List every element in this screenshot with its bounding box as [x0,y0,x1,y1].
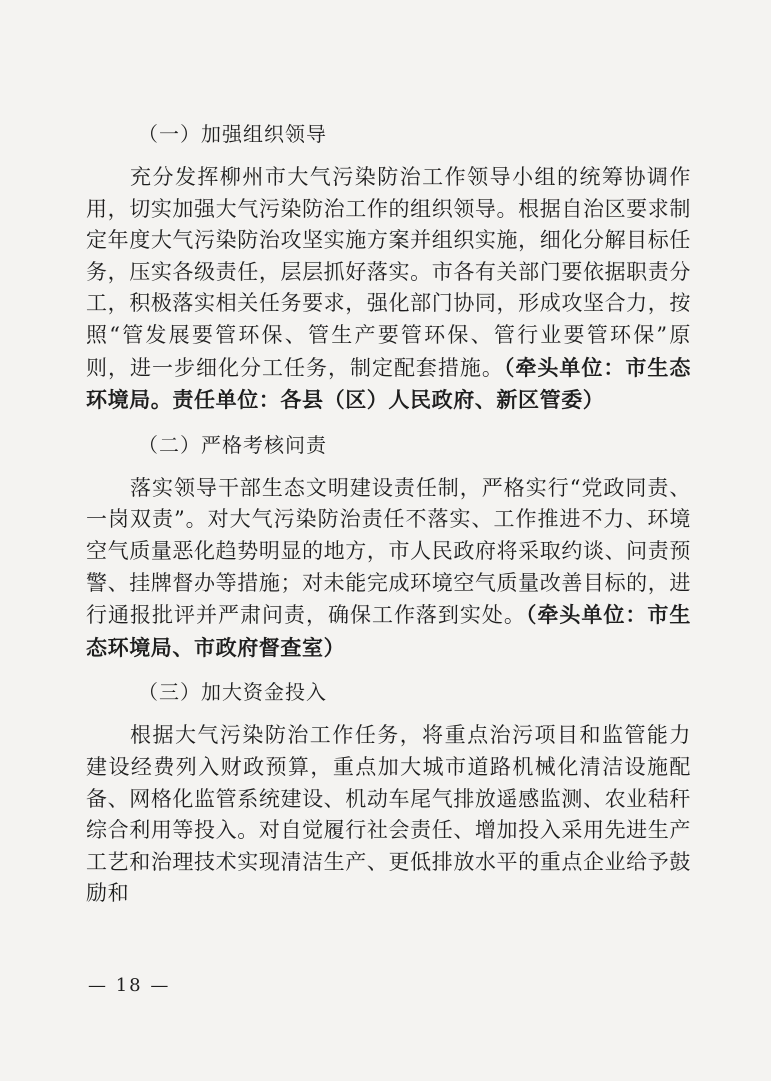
section-body-3 [86,720,691,910]
section-heading-3: （三）加大资金投入 [138,680,327,705]
page-number: — 18 — [88,975,171,996]
section-text-1: 充分发挥柳州市大气污染防治工作领导小组的统筹协调作用，切实加强大气污染防治工作的组织领导。根据自治区要求制定年度大气污染防治攻坚实施方案并组织实施，细化分解目标任务，压实各级责任，层层抓好落实。市各有关部门要依据职责分工，积极落实相关任务要求，强化部门协同，形成攻坚合力，按照“管发展要管环保、管生产要管环保、管行业要管环保”原则，进一步细化分工任务，制定配套措施。 [86,165,691,380]
section-body-2 [86,473,691,665]
section-text-3: 根据大气污染防治工作任务，将重点治污项目和监管能力建设经费列入财政预算，重点加大城市道路机械化清洁设施配备、网格化监管系统建设、机动车尾气排放遥感监测、农业秸秆综合利用等投入。对自觉履行社会责任、增加投入采用先进生产工艺和治理技术实现清洁生产、更低排放水平的重点企业给予鼓励和 [86,723,691,906]
section-body-1 [86,162,691,417]
section-text-2: 落实领导干部生态文明建设责任制，严格实行“党政同责、一岗双责”。对大气污染防治责任不落实、工作推进不力、环境空气质量恶化趋势明显的地方，市人民政府将采取约谈、问责预警、挂牌督办等措施；对未能完成环境空气质量改善目标的，进行通报批评并严肃问责，确保工作落到实处。 [86,475,691,628]
section-heading-2: （二）严格考核问责 [138,432,327,457]
section-heading-1: （一）加强组织领导 [138,122,327,146]
section-lead-2: （牵头单位：市生态环境局、市政府督查室） [86,602,691,660]
section-lead-1: （牵头单位：市生态环境局。责任单位：各县（区）人民政府、新区管委） [86,354,691,413]
